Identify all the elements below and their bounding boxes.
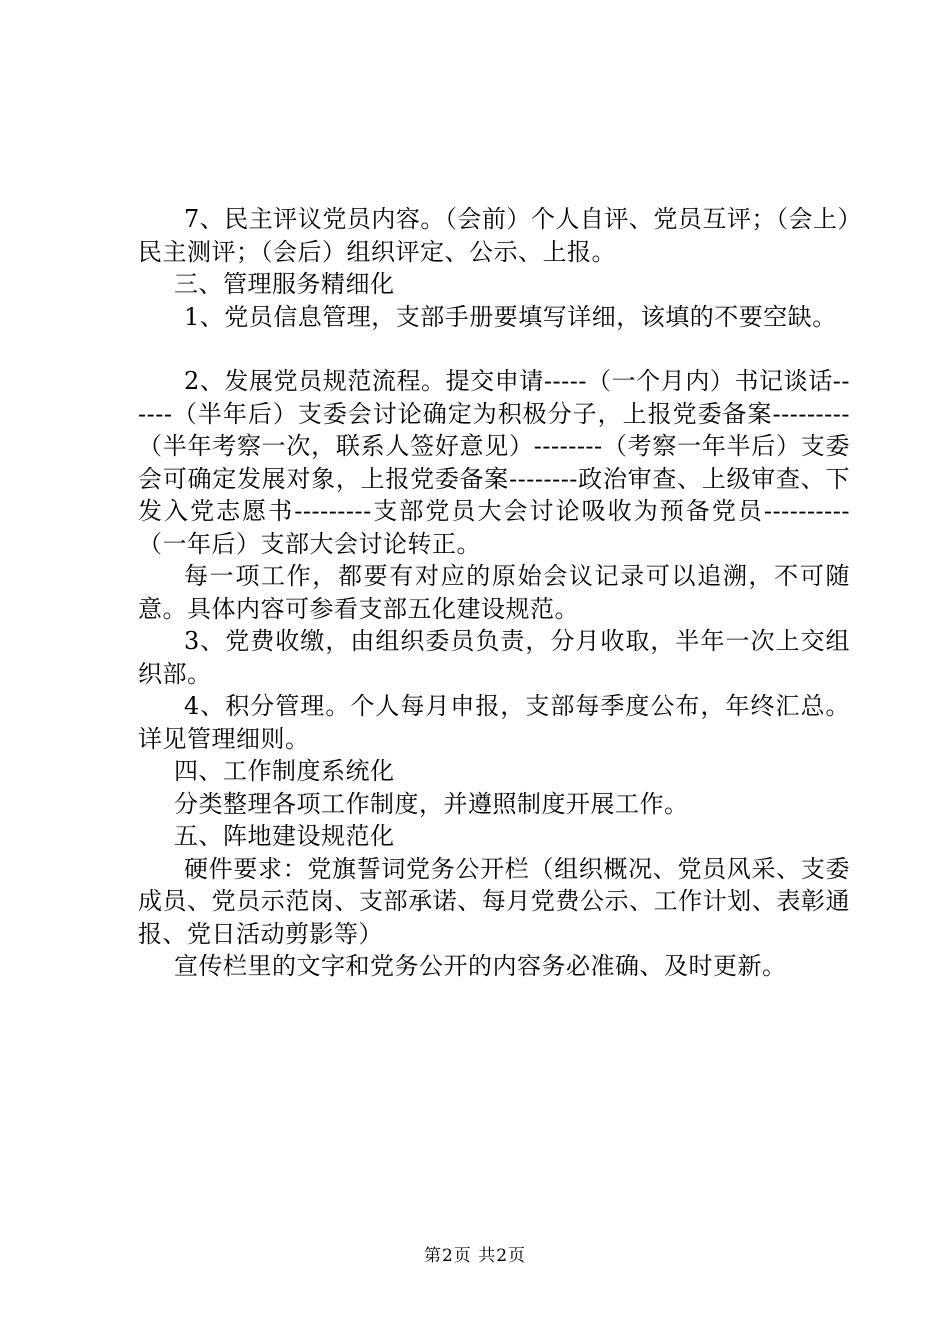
paragraph-party-dues: 3、党费收缴，由组织委员负责，分月收取，半年一次上交组织部。	[138, 627, 850, 688]
paragraph-member-info: 1、党员信息管理，支部手册要填写详细，该填的不要空缺。	[184, 302, 837, 331]
paragraph-meeting-records: 每一项工作，都要有对应的原始会议记录可以追溯，不可随意。具体内容可参看支部五化建设规范。	[138, 562, 850, 623]
paragraph-development-process: 2、发展党员规范流程。提交申请-----（一个月内）书记谈话------（半年后）支委会讨论确定为积极分子，上报党委备案---------（半年考察一次，联系人签好意见）--------（考察一年半后）支委会可确定发展对象，上报党委备案--------政治审查、上级审查、下发入党志愿书---------支部党员大会讨论吸收为预备党员----------（一年后）支部大会讨论转正。	[138, 367, 850, 558]
page-footer: 第2页 共2页	[423, 1246, 527, 1266]
document-body	[138, 203, 850, 983]
paragraph-democratic-review: 7、民主评议党员内容。（会前）个人自评、党员互评；（会上）民主测评；（会后）组织评定、公示、上报。	[138, 205, 850, 266]
paragraph-points-management: 4、积分管理。个人每月申报，支部每季度公布，年终汇总。详见管理细则。	[138, 692, 850, 753]
paragraph-work-rules: 分类整理各项工作制度，并遵照制度开展工作。	[174, 789, 689, 818]
section-heading-work-system: 四、工作制度系统化	[174, 757, 395, 785]
blank-line	[138, 333, 850, 365]
paragraph-hardware-requirements: 硬件要求：党旗誓词党务公开栏（组织概况、党员风采、支委成员、党员示范岗、支部承诺、每月党费公示、工作计划、表彰通报、党日活动剪影等）	[138, 854, 850, 948]
section-heading-position-building: 五、阵地建设规范化	[174, 822, 395, 850]
paragraph-bulletin-board: 宣传栏里的文字和党务公开的内容务必准确、及时更新。	[174, 952, 787, 980]
section-heading-management: 三、管理服务精细化	[174, 270, 395, 298]
